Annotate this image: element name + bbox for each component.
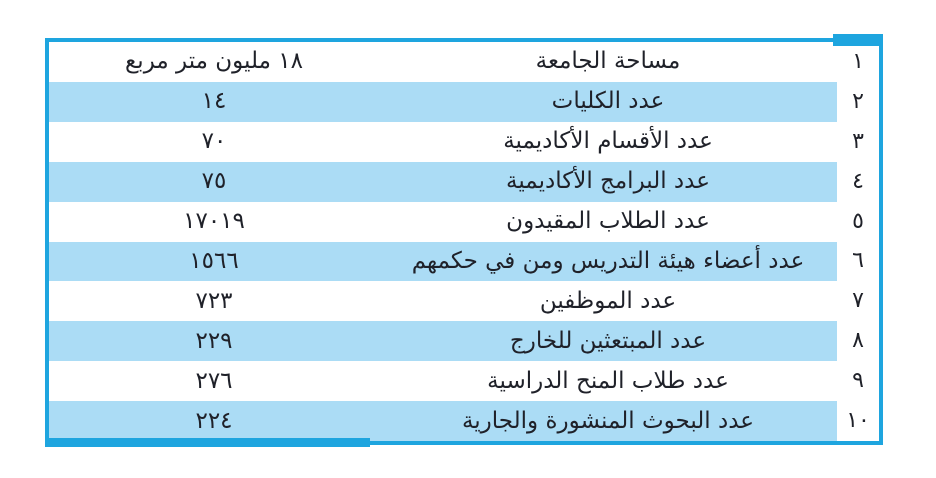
table-rows (49, 42, 879, 441)
border-step-top-right (833, 34, 883, 46)
table-row (49, 202, 879, 242)
row-value-cell: ٢٢٤ (49, 401, 379, 441)
row-number-cell: ٧ (837, 281, 879, 321)
row-label-cell: عدد الطلاب المقيدون (506, 208, 710, 235)
row-label-cell: عدد الأقسام الأكاديمية (503, 128, 713, 155)
row-number-cell: ١ (837, 42, 879, 82)
row-number-cell: ٨ (837, 321, 879, 361)
border-step-bottom-left (45, 438, 370, 447)
table-row (49, 242, 879, 282)
row-value-cell: ١٨ مليون متر مربع (125, 48, 303, 75)
table-row (49, 122, 879, 162)
row-number-cell: ٤ (837, 162, 879, 202)
table-row (49, 82, 879, 122)
row-value-cell: ٧٠ (201, 128, 227, 155)
row-number-cell: ٢ (837, 82, 879, 122)
row-label-cell: عدد أعضاء هيئة التدريس ومن في حكمهم (379, 242, 837, 282)
row-value-cell: ١٤ (49, 82, 379, 122)
row-value-cell: ٢٢٩ (49, 321, 379, 361)
row-label-cell: عدد طلاب المنح الدراسية (487, 367, 729, 394)
row-value-cell: ٧٥ (49, 162, 379, 202)
row-value-cell: ٧٢٣ (195, 287, 233, 314)
table-row (49, 162, 879, 202)
row-label-cell: عدد الكليات (379, 82, 837, 122)
row-label-cell: عدد الموظفين (539, 287, 677, 314)
table-row (49, 401, 879, 441)
table-row (49, 361, 879, 401)
row-label-cell: عدد البحوث المنشورة والجارية (379, 401, 837, 441)
row-number-cell: ٦ (837, 242, 879, 282)
table-row (49, 281, 879, 321)
row-number-cell: ٥ (837, 202, 879, 242)
row-label-cell: مساحة الجامعة (535, 48, 681, 75)
row-number-cell: ٣ (837, 122, 879, 162)
row-label-cell: عدد البرامج الأكاديمية (379, 162, 837, 202)
row-number-cell: ٩ (837, 361, 879, 401)
row-value-cell: ١٧٠١٩ (183, 208, 245, 235)
university-stats-table (45, 38, 883, 445)
row-number-cell: ١٠ (837, 401, 879, 441)
row-value-cell: ١٥٦٦ (49, 242, 379, 282)
row-label-cell: عدد المبتعثين للخارج (379, 321, 837, 361)
row-value-cell: ٢٧٦ (195, 367, 233, 394)
table-row (49, 321, 879, 361)
table-row (49, 42, 879, 82)
